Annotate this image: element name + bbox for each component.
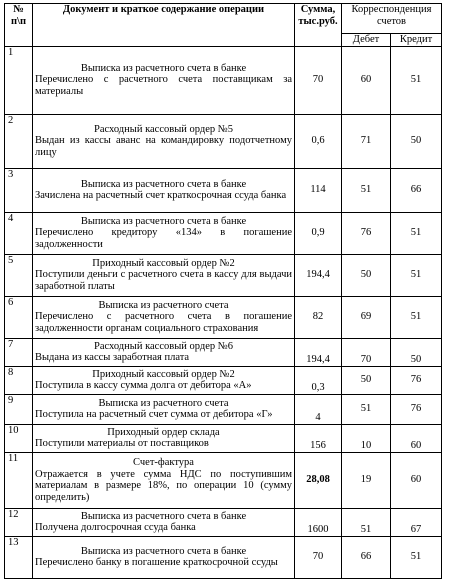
row-credit: 51 xyxy=(391,212,442,254)
row-sum: 156 xyxy=(295,424,342,452)
row-number: 6 xyxy=(5,296,33,338)
table-row xyxy=(5,452,442,508)
row-sum: 1600 xyxy=(295,508,342,536)
row-number: 1 xyxy=(5,46,33,114)
row-credit: 51 xyxy=(391,254,442,296)
row-sum: 70 xyxy=(295,536,342,578)
header-sum: Сумма, тыс.руб. xyxy=(295,4,342,47)
row-debit: 50 xyxy=(342,366,391,394)
table-row xyxy=(5,46,442,114)
row-sum: 0,6 xyxy=(295,114,342,168)
row-sum: 0,3 xyxy=(295,366,342,394)
table-row xyxy=(5,114,442,168)
row-document xyxy=(33,168,295,212)
document-description: Перечислено банку в погашение краткосрочной ссуды xyxy=(35,557,278,569)
document-description: Перечислено кредитору «134» в погашение задолженности xyxy=(35,227,292,250)
row-debit: 76 xyxy=(342,212,391,254)
document-title: Приходный кассовый ордер №2 xyxy=(92,257,235,269)
table-row xyxy=(5,254,442,296)
header-debit: Дебет xyxy=(342,34,391,47)
document-title: Счет-фактура xyxy=(133,456,194,468)
row-number: 12 xyxy=(5,508,33,536)
row-document xyxy=(33,46,295,114)
row-sum: 114 xyxy=(295,168,342,212)
row-sum: 4 xyxy=(295,394,342,424)
row-document xyxy=(33,212,295,254)
table-row xyxy=(5,536,442,578)
row-sum: 0,9 xyxy=(295,212,342,254)
row-debit: 50 xyxy=(342,254,391,296)
row-credit: 51 xyxy=(391,46,442,114)
table-row xyxy=(5,168,442,212)
row-document xyxy=(33,424,295,452)
row-number: 10 xyxy=(5,424,33,452)
document-description: Выдана из кассы заработная плата xyxy=(35,352,190,364)
row-document xyxy=(33,338,295,366)
document-title: Выписка из расчетного счета в банке xyxy=(80,545,247,557)
header-document: Документ и краткое содержание операции xyxy=(33,4,295,47)
document-description: Перечислено с расчетного счета в погашение задолженности органам социального страхования xyxy=(35,311,292,334)
document-title: Выписка из расчетного счета xyxy=(98,299,229,311)
row-debit: 69 xyxy=(342,296,391,338)
row-document xyxy=(33,254,295,296)
row-credit: 76 xyxy=(391,394,442,424)
row-number: 4 xyxy=(5,212,33,254)
row-debit: 19 xyxy=(342,452,391,508)
row-debit: 51 xyxy=(342,168,391,212)
row-sum: 194,4 xyxy=(295,254,342,296)
table-row xyxy=(5,366,442,394)
row-number: 9 xyxy=(5,394,33,424)
header-number: № п\п xyxy=(5,4,33,47)
row-number: 7 xyxy=(5,338,33,366)
document-title: Выписка из расчетного счета в банке xyxy=(80,62,247,74)
row-credit: 60 xyxy=(391,424,442,452)
document-title: Выписка из расчетного счета xyxy=(98,397,229,409)
row-credit: 76 xyxy=(391,366,442,394)
table-row xyxy=(5,424,442,452)
table-row xyxy=(5,296,442,338)
row-sum: 70 xyxy=(295,46,342,114)
document-title: Расходный кассовый ордер №6 xyxy=(93,340,234,352)
operations-table xyxy=(4,3,442,579)
row-debit: 51 xyxy=(342,394,391,424)
row-debit: 66 xyxy=(342,536,391,578)
row-debit: 51 xyxy=(342,508,391,536)
document-title: Выписка из расчетного счета в банке xyxy=(80,178,247,190)
row-number: 8 xyxy=(5,366,33,394)
document-description: Получена долгосрочная ссуда банка xyxy=(35,522,196,534)
table-row xyxy=(5,212,442,254)
table-row xyxy=(5,508,442,536)
row-credit: 51 xyxy=(391,536,442,578)
table-row xyxy=(5,394,442,424)
document-description: Поступила на расчетный счет сумма от дебитора «Г» xyxy=(35,409,273,421)
document-title: Выписка из расчетного счета в банке xyxy=(80,215,247,227)
document-description: Выдан из кассы аванс на командировку подотчетному лицу xyxy=(35,135,292,158)
row-credit: 66 xyxy=(391,168,442,212)
row-credit: 67 xyxy=(391,508,442,536)
row-debit: 71 xyxy=(342,114,391,168)
row-sum: 28,08 xyxy=(295,452,342,508)
document-description: Поступила в кассу сумма долга от дебитора «А» xyxy=(35,380,252,392)
row-document xyxy=(33,296,295,338)
document-title: Расходный кассовый ордер №5 xyxy=(93,123,234,135)
header-correspondence: Корреспонденция счетов xyxy=(342,4,442,34)
row-sum: 194,4 xyxy=(295,338,342,366)
row-document xyxy=(33,508,295,536)
row-document xyxy=(33,452,295,508)
row-document xyxy=(33,536,295,578)
row-debit: 70 xyxy=(342,338,391,366)
document-title: Приходный ордер склада xyxy=(107,426,220,438)
row-credit: 51 xyxy=(391,296,442,338)
document-description: Поступили материалы от поставщиков xyxy=(35,438,209,450)
row-debit: 10 xyxy=(342,424,391,452)
row-credit: 60 xyxy=(391,452,442,508)
document-description: Отражается в учете сумма НДС по поступившим материалам в размере 18%, по операции 10 (сумму определить) xyxy=(35,468,292,503)
document-title: Приходный кассовый ордер №2 xyxy=(92,368,235,380)
document-description: Зачислена на расчетный счет краткосрочная ссуда банка xyxy=(35,190,287,202)
row-number: 13 xyxy=(5,536,33,578)
row-document xyxy=(33,366,295,394)
row-sum: 82 xyxy=(295,296,342,338)
row-number: 3 xyxy=(5,168,33,212)
row-document xyxy=(33,394,295,424)
row-credit: 50 xyxy=(391,338,442,366)
table-row xyxy=(5,338,442,366)
row-number: 5 xyxy=(5,254,33,296)
header-credit: Кредит xyxy=(391,34,442,47)
row-credit: 50 xyxy=(391,114,442,168)
row-number: 11 xyxy=(5,452,33,508)
row-number: 2 xyxy=(5,114,33,168)
document-description: Поступили деньги с расчетного счета в кассу для выдачи заработной платы xyxy=(35,269,292,292)
document-title: Выписка из расчетного счета в банке xyxy=(80,510,247,522)
row-document xyxy=(33,114,295,168)
row-debit: 60 xyxy=(342,46,391,114)
document-description: Перечислено с расчетного счета поставщикам за материалы xyxy=(35,74,292,97)
